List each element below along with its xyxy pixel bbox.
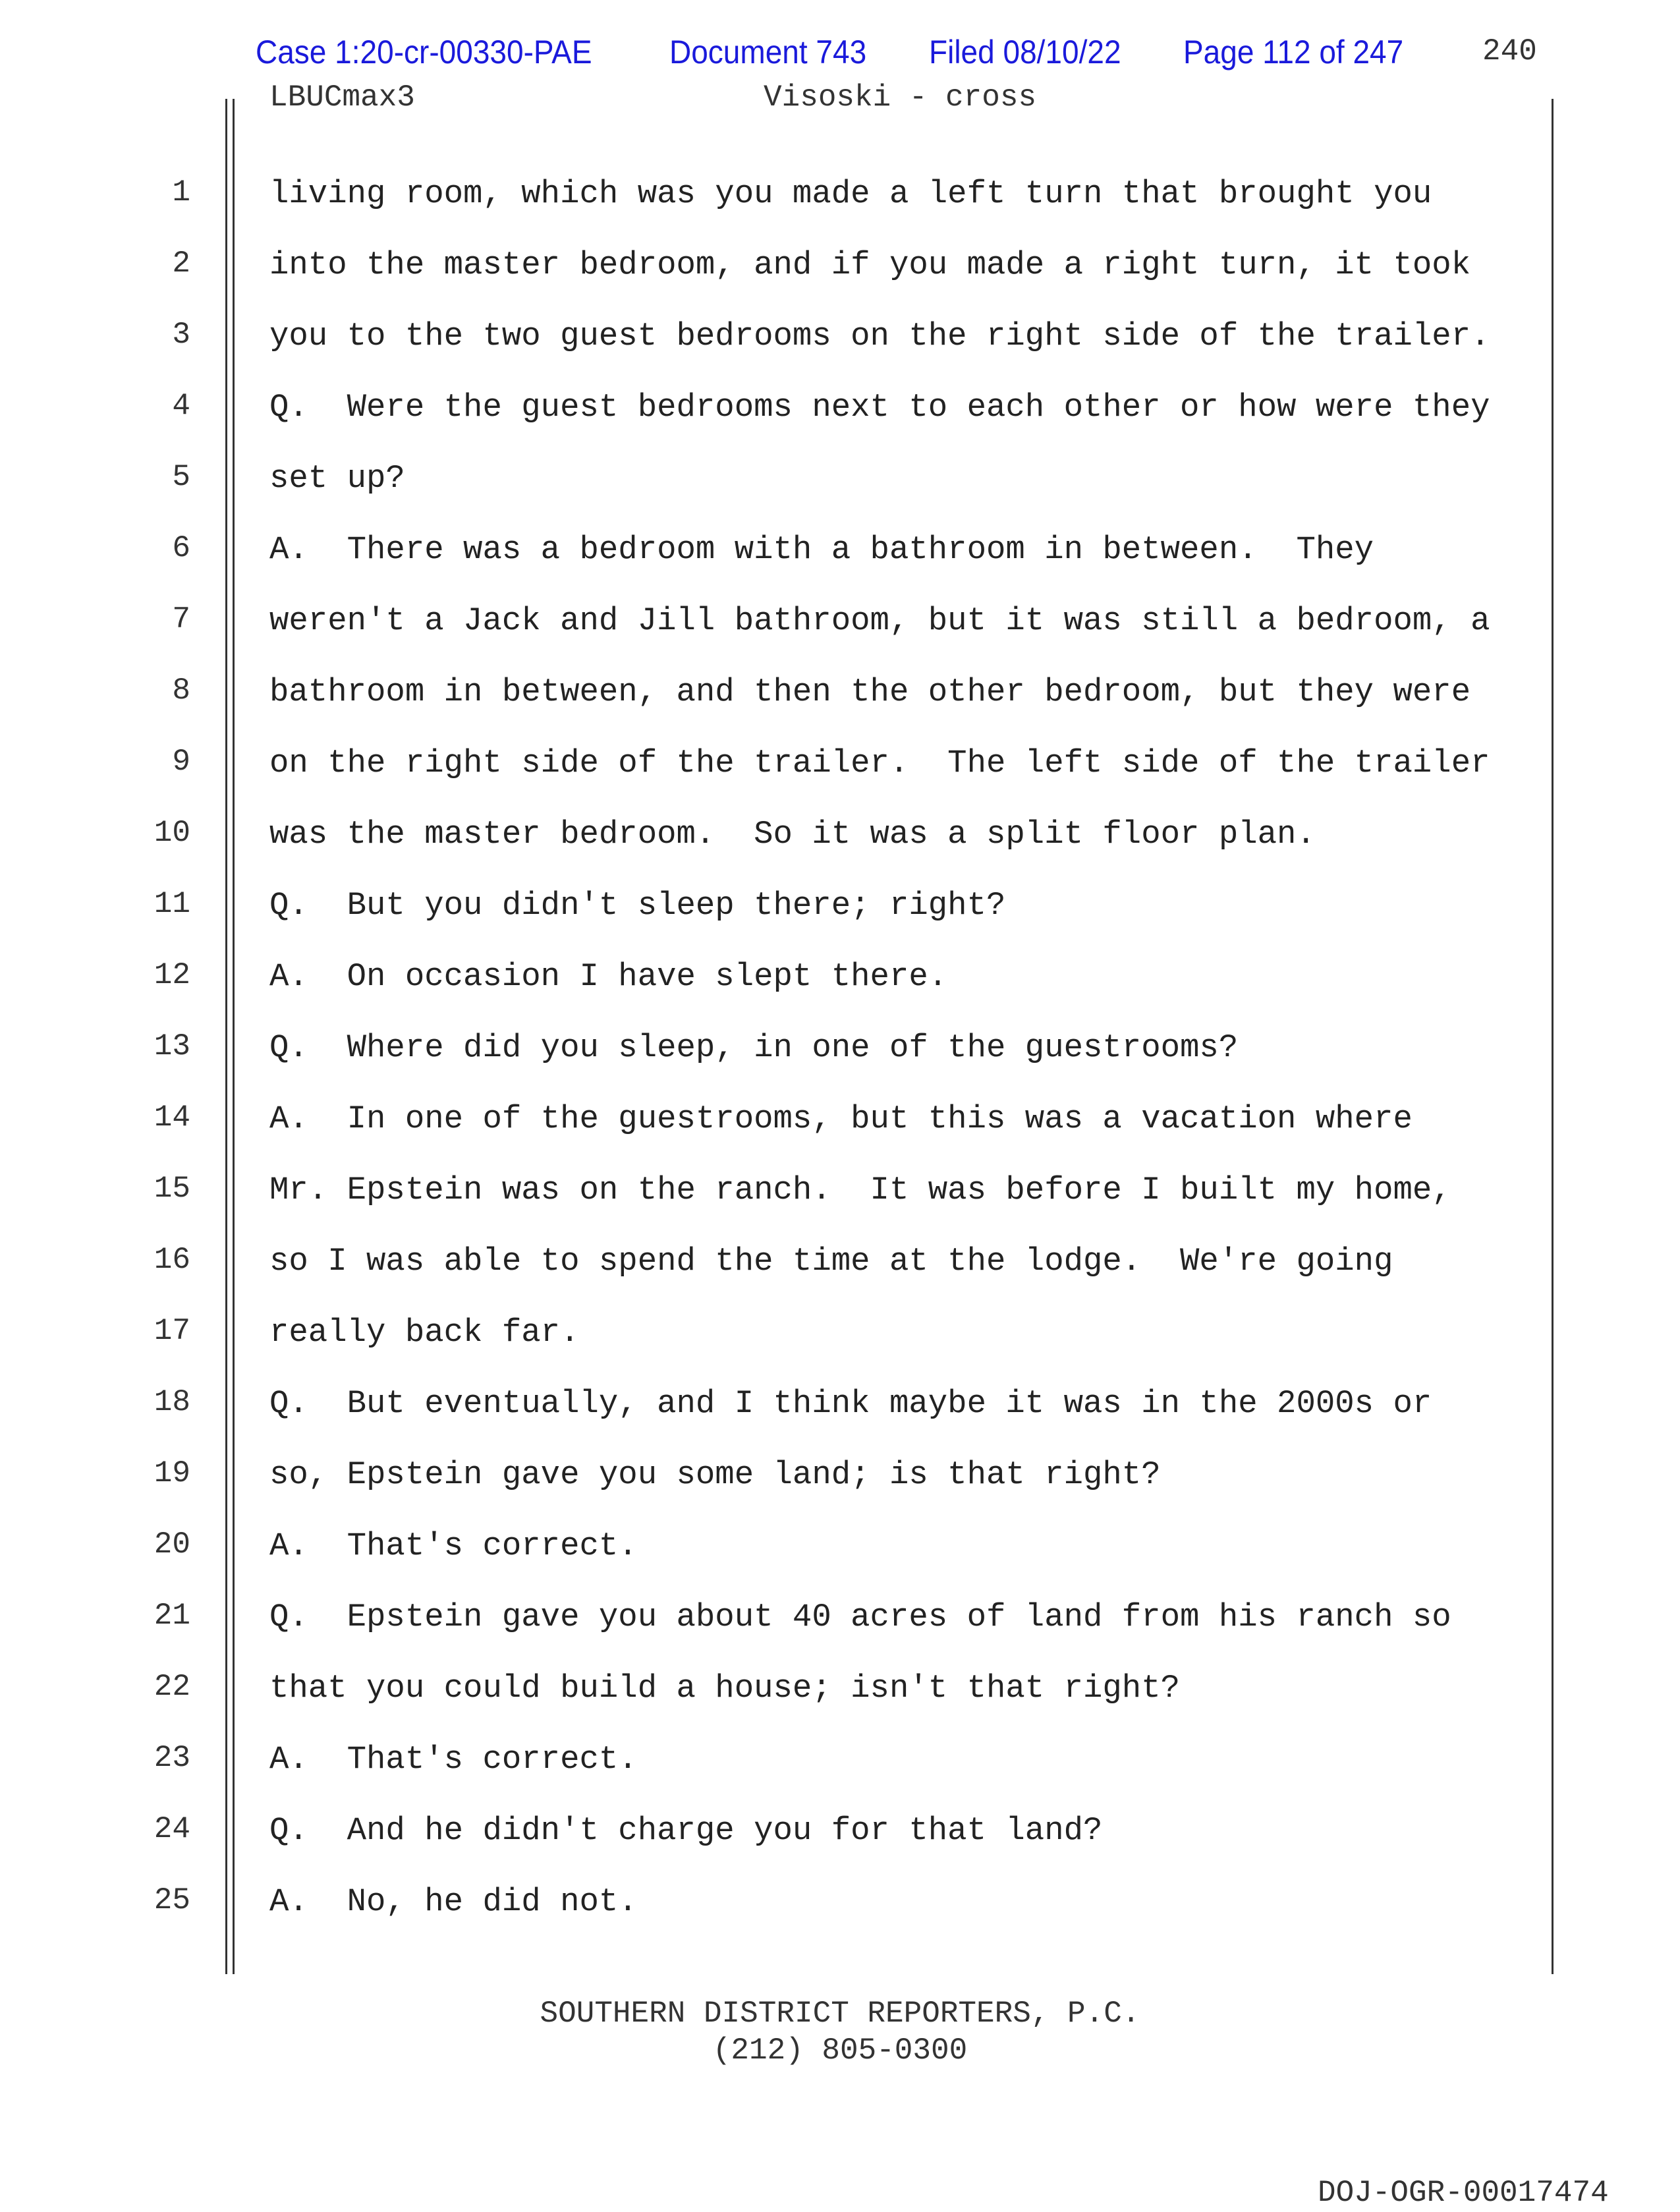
transcript-line xyxy=(0,1012,1680,1083)
transcript-line xyxy=(0,1368,1680,1439)
line-number: 22 xyxy=(154,1670,190,1704)
line-number: 16 xyxy=(154,1243,190,1277)
transcript-lines xyxy=(0,158,1680,1937)
transcript-line xyxy=(0,1795,1680,1866)
transcript-line xyxy=(0,300,1680,372)
line-text: Q. But eventually, and I think maybe it was in the 2000s or xyxy=(269,1385,1432,1422)
transcript-line xyxy=(0,1510,1680,1581)
line-number: 20 xyxy=(154,1527,190,1562)
transcript-line xyxy=(0,1083,1680,1154)
line-text: on the right side of the trailer. The left side of the trailer xyxy=(269,745,1490,781)
line-text: so, Epstein gave you some land; is that right? xyxy=(269,1456,1161,1493)
line-text: living room, which was you made a left turn that brought you xyxy=(269,175,1432,212)
transcript-line xyxy=(0,941,1680,1012)
line-number: 13 xyxy=(154,1029,190,1063)
line-number: 2 xyxy=(172,246,190,281)
transcript-line xyxy=(0,1724,1680,1795)
line-text: A. In one of the guestrooms, but this was a vacation where xyxy=(269,1100,1413,1137)
line-number: 24 xyxy=(154,1812,190,1846)
line-text: Q. Were the guest bedrooms next to each other or how were they xyxy=(269,389,1490,426)
document-number: Document 743 xyxy=(669,34,867,71)
line-number: 18 xyxy=(154,1385,190,1419)
transcript-line xyxy=(0,514,1680,585)
line-number: 12 xyxy=(154,958,190,992)
line-number: 3 xyxy=(172,318,190,352)
line-text: Q. Epstein gave you about 40 acres of land from his ranch so xyxy=(269,1599,1451,1635)
line-text: bathroom in between, and then the other bedroom, but they were xyxy=(269,673,1471,710)
line-text: you to the two guest bedrooms on the right side of the trailer. xyxy=(269,318,1490,354)
line-text: Q. Where did you sleep, in one of the guestrooms? xyxy=(269,1029,1239,1066)
line-number: 6 xyxy=(172,531,190,565)
line-text: A. No, he did not. xyxy=(269,1883,638,1920)
line-number: 8 xyxy=(172,673,190,708)
line-number: 21 xyxy=(154,1599,190,1633)
bates-number: DOJ-OGR-00017474 xyxy=(1318,2176,1609,2210)
line-number: 4 xyxy=(172,389,190,423)
transcript-line xyxy=(0,870,1680,941)
transcript-line xyxy=(0,656,1680,727)
line-number: 7 xyxy=(172,602,190,637)
line-number: 25 xyxy=(154,1883,190,1917)
line-number: 17 xyxy=(154,1314,190,1348)
line-text: A. On occasion I have slept there. xyxy=(269,958,948,995)
transcript-line xyxy=(0,1866,1680,1937)
line-number: 15 xyxy=(154,1172,190,1206)
line-text: Q. But you didn't sleep there; right? xyxy=(269,887,1006,924)
line-text: weren't a Jack and Jill bathroom, but it was still a bedroom, a xyxy=(269,602,1490,639)
transcript-line xyxy=(0,443,1680,514)
running-header-code: LBUCmax3 xyxy=(269,80,415,115)
transcript-line xyxy=(0,1653,1680,1724)
transcript-line xyxy=(0,372,1680,443)
line-text: A. That's correct. xyxy=(269,1741,638,1778)
reporter-phone: (212) 805-0300 xyxy=(712,2033,968,2068)
running-header-witness: Visoski - cross xyxy=(764,80,1037,115)
line-text: Q. And he didn't charge you for that land? xyxy=(269,1812,1103,1849)
case-number: Case 1:20-cr-00330-PAE xyxy=(256,34,592,71)
line-number: 11 xyxy=(154,887,190,921)
line-text: into the master bedroom, and if you made a right turn, it took xyxy=(269,246,1471,283)
line-text: A. There was a bedroom with a bathroom in between. They xyxy=(269,531,1374,568)
line-number: 23 xyxy=(154,1741,190,1775)
transcript-line xyxy=(0,585,1680,656)
line-text: set up? xyxy=(269,460,405,497)
transcript-line xyxy=(0,1154,1680,1226)
transcript-line xyxy=(0,229,1680,300)
line-number: 14 xyxy=(154,1100,190,1135)
transcript-line xyxy=(0,1581,1680,1653)
line-number: 1 xyxy=(172,175,190,210)
transcript-line xyxy=(0,1439,1680,1510)
line-text: so I was able to spend the time at the lodge. We're going xyxy=(269,1243,1393,1280)
transcript-line xyxy=(0,1297,1680,1368)
transcript-line xyxy=(0,727,1680,799)
transcript-page-number: 240 xyxy=(1482,34,1537,69)
transcript-line xyxy=(0,799,1680,870)
filed-date: Filed 08/10/22 xyxy=(929,34,1121,71)
line-text: Mr. Epstein was on the ranch. It was before I built my home, xyxy=(269,1172,1451,1208)
transcript-line xyxy=(0,158,1680,229)
line-number: 10 xyxy=(154,816,190,850)
line-number: 5 xyxy=(172,460,190,494)
line-text: that you could build a house; isn't that right? xyxy=(269,1670,1181,1707)
reporter-name: SOUTHERN DISTRICT REPORTERS, P.C. xyxy=(540,1997,1140,2031)
transcript-line xyxy=(0,1226,1680,1297)
line-number: 19 xyxy=(154,1456,190,1490)
line-text: really back far. xyxy=(269,1314,580,1351)
page-of-total: Page 112 of 247 xyxy=(1183,34,1404,71)
line-text: A. That's correct. xyxy=(269,1527,638,1564)
line-number: 9 xyxy=(172,745,190,779)
line-text: was the master bedroom. So it was a split floor plan. xyxy=(269,816,1316,853)
